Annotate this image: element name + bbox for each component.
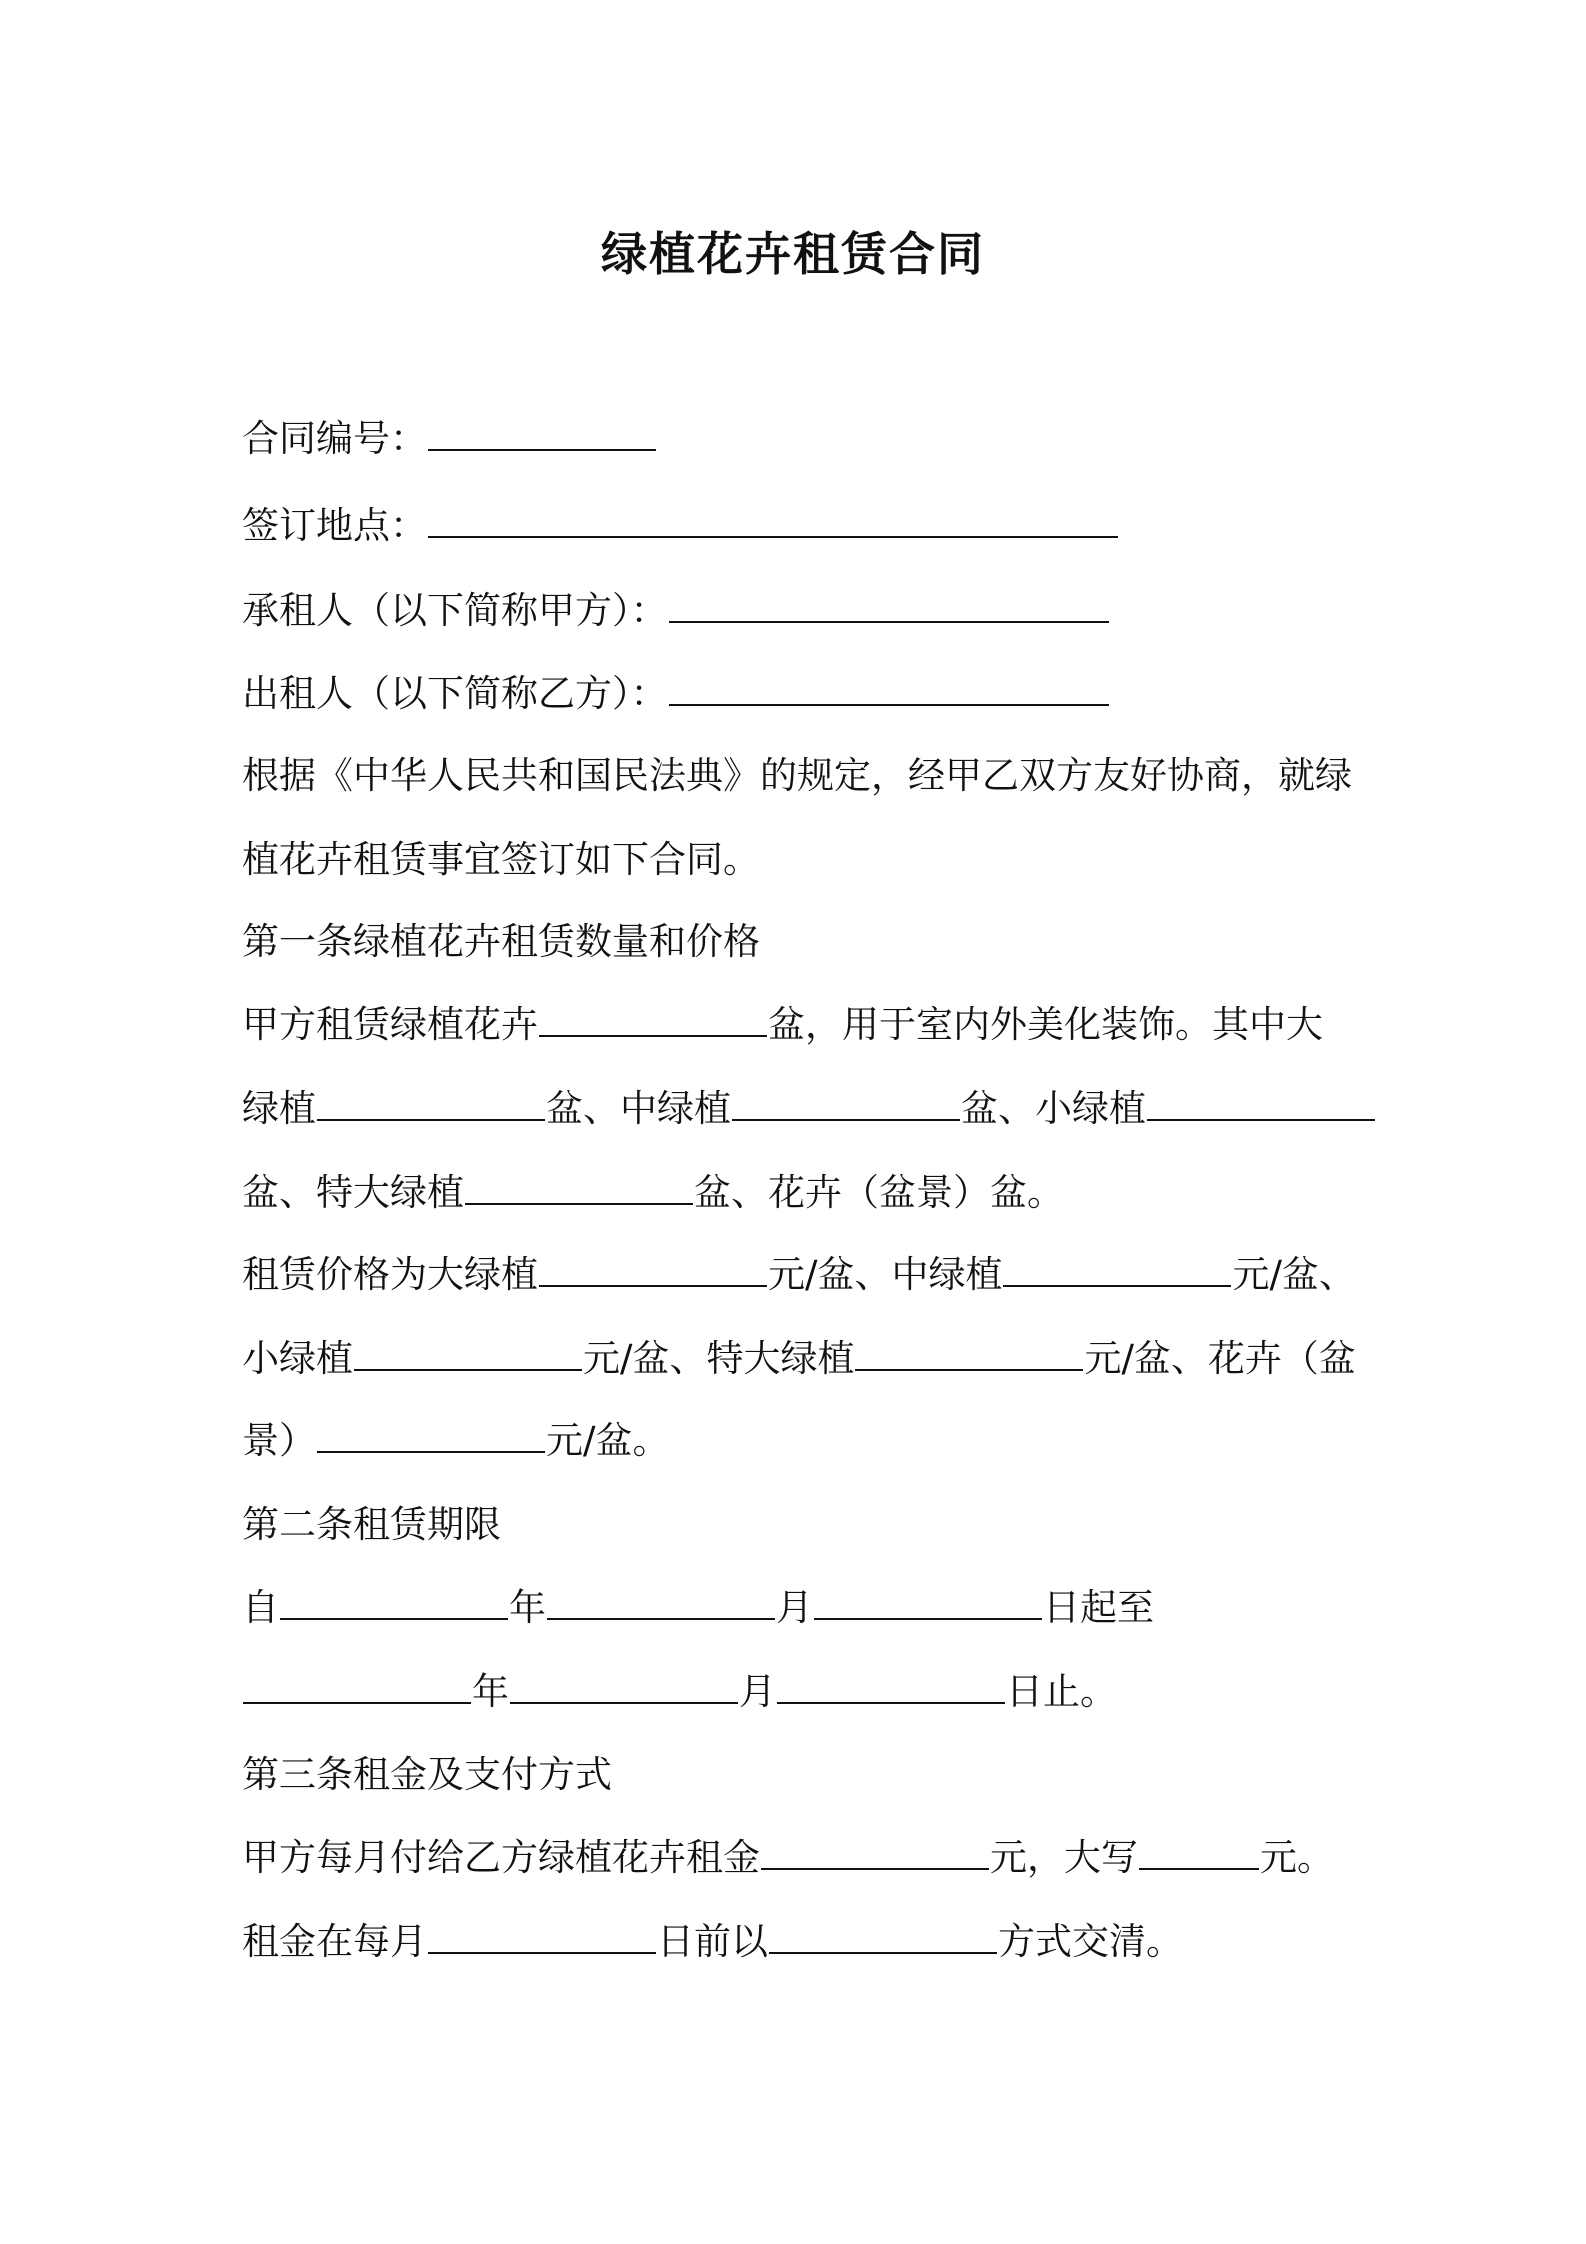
small-plant-price-blank [354,1335,582,1371]
monthly-rent-blank [761,1834,989,1870]
intro-line-1: 根据《中华人民共和国民法典》的规定，经甲乙双方友好协商，就绿 [242,754,1352,797]
article-2-end-line [242,1667,1117,1717]
text: 盆、特大绿植 [242,1171,464,1214]
text: 租赁价格为大绿植 [242,1253,538,1296]
article-2-heading: 第二条租赁期限 [242,1503,501,1546]
sign-place-line [242,501,1119,551]
article-1-heading: 第一条绿植花卉租赁数量和价格 [242,920,760,963]
article-1-price-line-2 [242,1334,1356,1384]
text: 月 [776,1586,813,1629]
text: 方式交清。 [998,1920,1183,1963]
large-plant-count-blank [317,1085,545,1121]
text: 绿植 [242,1087,316,1130]
article-2-start-line [242,1583,1154,1633]
lessor-blank [669,670,1109,706]
text: 甲方每月付给乙方绿植花卉租金 [242,1836,760,1879]
text: 盆，用于室内外美化装饰。其中大 [768,1003,1323,1046]
article-1-price-line-3 [242,1416,669,1466]
text: 日前以 [657,1920,768,1963]
text: 元。 [1260,1836,1334,1879]
text: 日止。 [1006,1670,1117,1713]
text: 盆、小绿植 [961,1087,1146,1130]
article-1-quantity-line-1 [242,1000,1323,1050]
article-1-quantity-line-2 [242,1084,1376,1134]
contract-number-line [242,414,657,464]
text: 年 [472,1670,509,1713]
start-month-blank [547,1584,775,1620]
small-plant-count-blank [1147,1085,1375,1121]
intro-line-2: 植花卉租赁事宜签订如下合同。 [242,838,760,881]
end-month-blank [510,1668,738,1704]
article-3-payment-line [242,1917,1183,1967]
text: 年 [509,1586,546,1629]
text: 元/盆。 [546,1419,670,1462]
contract-number-label: 合同编号： [242,417,427,460]
lessor-label: 出租人（以下简称乙方）： [242,672,668,715]
total-pots-blank [539,1001,767,1037]
text: 盆、中绿植 [546,1087,731,1130]
text: 日起至 [1043,1586,1154,1629]
lessee-label: 承租人（以下简称甲方）： [242,589,668,632]
text: 小绿植 [242,1337,353,1380]
text: 元/盆、中绿植 [768,1253,1003,1296]
bonsai-price-blank [317,1417,545,1453]
end-day-blank [777,1668,1005,1704]
article-1-price-line-1 [242,1250,1356,1300]
text: 元/盆、特大绿植 [583,1337,855,1380]
end-year-blank [243,1668,471,1704]
article-1-quantity-line-3 [242,1168,1064,1218]
payment-method-blank [769,1918,997,1954]
xl-plant-price-blank [855,1335,1083,1371]
article-3-rent-line [242,1833,1334,1883]
text: 元/盆、 [1232,1253,1356,1296]
medium-plant-price-blank [1003,1251,1231,1287]
text: 租金在每月 [242,1920,427,1963]
article-3-heading: 第三条租金及支付方式 [242,1753,612,1796]
sign-place-blank [428,502,1118,538]
lessor-line [242,669,1110,719]
document-title: 绿植花卉租赁合同 [601,227,985,281]
text: 自 [242,1586,279,1629]
lessee-line [242,586,1110,636]
rent-in-words-blank [1139,1834,1259,1870]
text: 景） [242,1419,316,1462]
contract-number-blank [428,415,656,451]
text: 月 [739,1670,776,1713]
start-year-blank [280,1584,508,1620]
medium-plant-count-blank [732,1085,960,1121]
sign-place-label: 签订地点： [242,504,427,547]
start-day-blank [814,1584,1042,1620]
text: 元/盆、花卉（盆 [1084,1337,1356,1380]
large-plant-price-blank [539,1251,767,1287]
text: 元，大写 [990,1836,1138,1879]
text: 甲方租赁绿植花卉 [242,1003,538,1046]
xl-plant-count-blank [465,1169,693,1205]
lessee-blank [669,587,1109,623]
payment-day-blank [428,1918,656,1954]
text: 盆、花卉（盆景）盆。 [694,1171,1064,1214]
